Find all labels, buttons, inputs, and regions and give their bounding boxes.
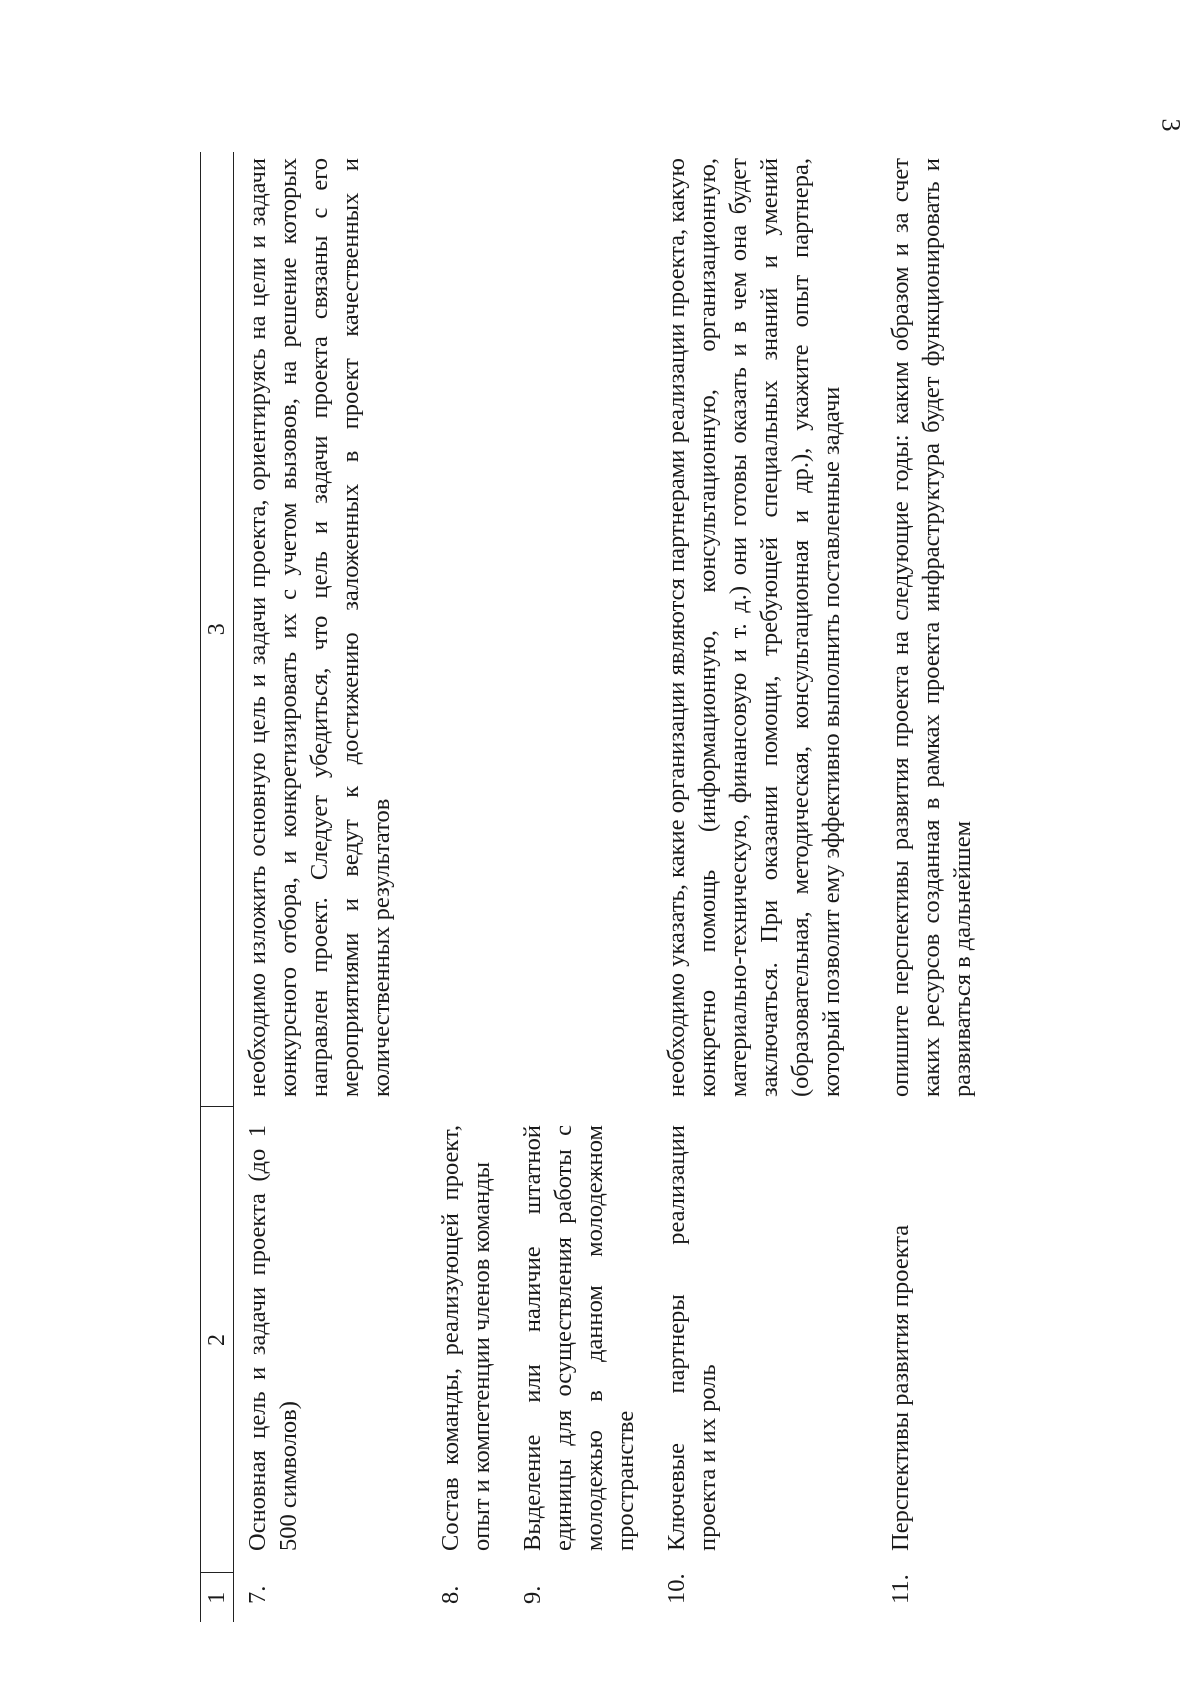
row-number: 7.: [244, 1585, 271, 1604]
row-number: 9.: [519, 1585, 546, 1604]
table-row: [653, 152, 859, 1622]
table-row: [509, 152, 653, 1622]
row-number: 10.: [663, 1573, 690, 1604]
column-header-1: 1: [201, 1573, 234, 1622]
table-row: [409, 152, 509, 1622]
landscape-content: [200, 152, 1044, 1622]
row-description: [509, 152, 653, 1107]
page-number: 3: [1156, 118, 1186, 132]
row-requirement: Перспективы развития проекта: [887, 1224, 914, 1551]
column-header-3: 3: [201, 152, 234, 1107]
row-description: необходимо изложить основную цель и задачи проекта, ориентируясь на цели и задачи конкурсного отбора, и конкретизировать их с учетом вызовов, на решение которых направлен проект. Следует убедиться, что цель и задачи проекта связаны с его мероприятиями и ведут к достижению заложенных в проект качественных и количественных результатов: [244, 158, 395, 1097]
row-requirement: Основная цель и задачи проекта (до 1 500 символов): [244, 1125, 302, 1551]
table-row: [859, 152, 990, 1622]
rotated-page-area: [200, 152, 1044, 1622]
row-requirement: Состав команды, реализующей проект, опыт и компетенции членов команды: [437, 1125, 495, 1551]
row-requirement: Выделение или наличие штатной единицы для осуществления работы с молодежью в данном молодежном пространстве: [519, 1125, 639, 1551]
table-row: [234, 152, 410, 1622]
row-number: 8.: [437, 1585, 464, 1604]
row-description: необходимо указать, какие организации являются партнерами реализации проекта, какую конкретно помощь (информационную, консультационную, организационную, материально-техническую, финансовую и т. д.) они готовы оказать и в чем она будет заключаться. При оказании помощи, требующей специальных знаний и умений (образовательная, методическая, консультационная и др.), укажите опыт партнера, который позволит ему эффективно выполнить поставленные задачи: [663, 158, 845, 1097]
row-number: 11.: [887, 1574, 914, 1604]
row-requirement: Ключевые партнеры реализации проекта и их роль: [663, 1125, 721, 1551]
requirements-table: [200, 152, 990, 1622]
table-header-row: [201, 152, 234, 1622]
row-description: опишите перспективы развития проекта на следующие годы: каким образом и за счет каких ресурсов созданная в рамках проекта инфраструктура будет функционировать и развиваться в дальнейшем: [887, 158, 976, 1097]
row-description: [409, 152, 509, 1107]
column-header-2: 2: [201, 1107, 234, 1573]
